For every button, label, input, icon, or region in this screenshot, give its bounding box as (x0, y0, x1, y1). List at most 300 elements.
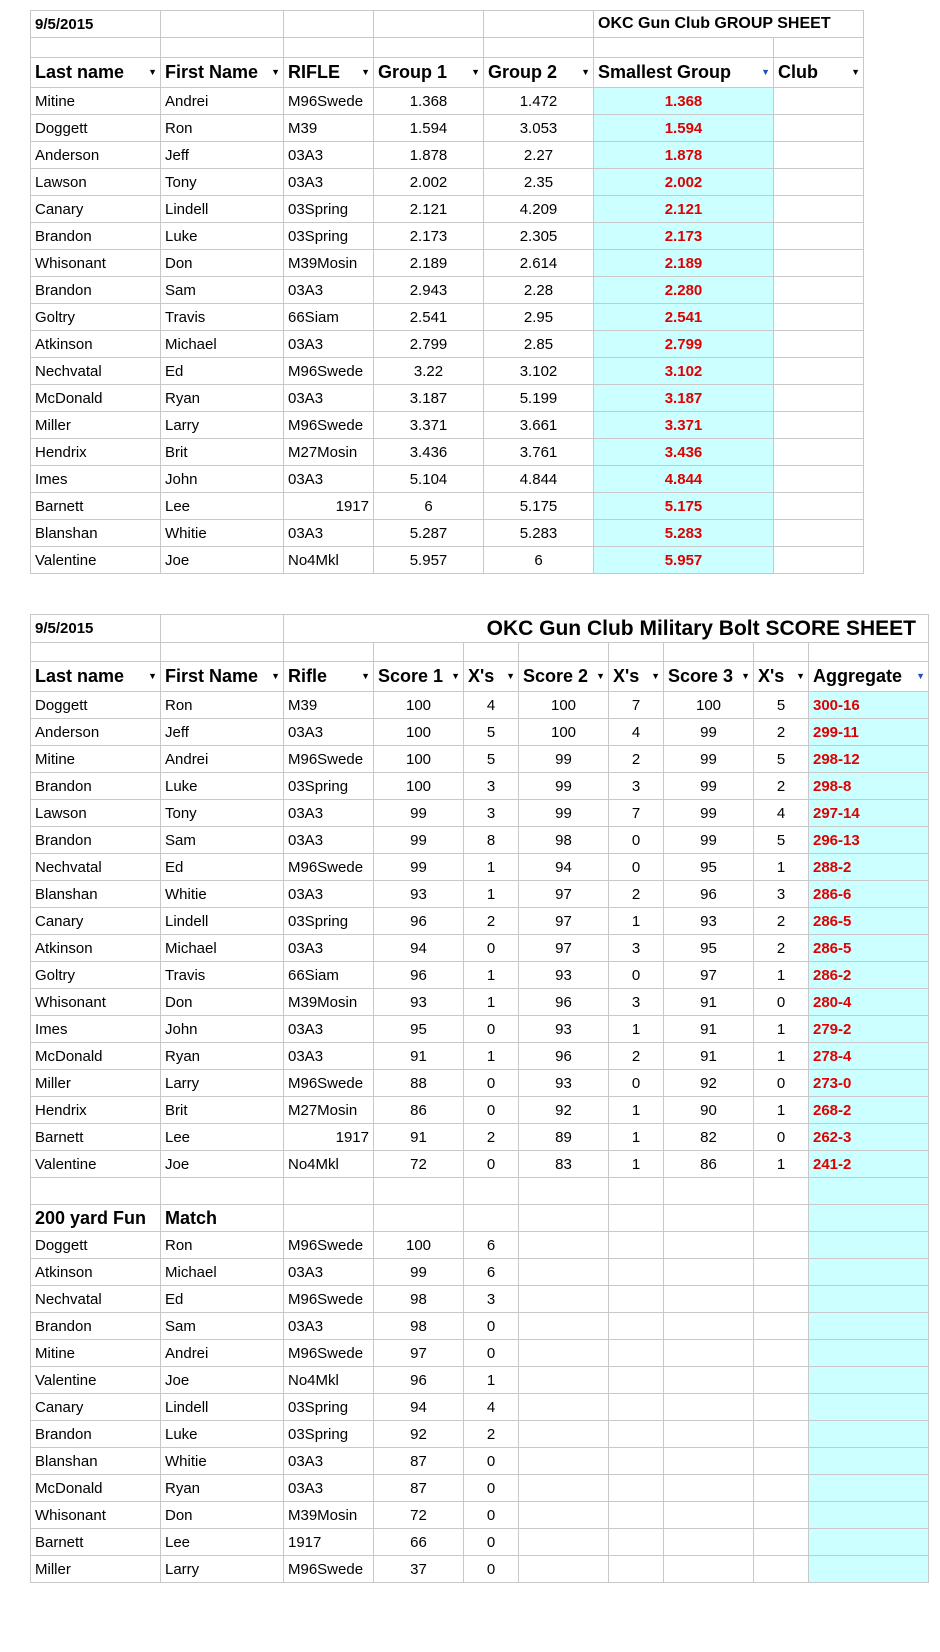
last-name-cell[interactable]: Canary (31, 908, 161, 935)
empty-cell[interactable] (609, 1475, 664, 1502)
last-name-cell[interactable]: Miller (31, 1070, 161, 1097)
xs-1-cell[interactable]: 0 (464, 1151, 519, 1178)
group-1-cell[interactable]: 3.436 (374, 439, 484, 466)
xs-1-cell[interactable]: 2 (464, 1124, 519, 1151)
empty-cell[interactable] (161, 643, 284, 662)
first-name-cell[interactable]: Lindell (161, 908, 284, 935)
xs-3-cell[interactable]: 3 (754, 881, 809, 908)
empty-cell[interactable] (754, 1313, 809, 1340)
filter-dropdown-icon[interactable]: ▼ (148, 67, 157, 77)
first-name-cell[interactable]: Larry (161, 1556, 284, 1583)
smallest-group-cell[interactable]: 2.121 (594, 196, 774, 223)
group-2-cell[interactable]: 2.85 (484, 331, 594, 358)
rifle-cell[interactable]: 03A3 (284, 385, 374, 412)
empty-cell[interactable] (374, 643, 464, 662)
last-name-cell[interactable]: McDonald (31, 385, 161, 412)
rifle-cell[interactable]: 03Spring (284, 223, 374, 250)
empty-cell[interactable] (754, 1475, 809, 1502)
xs-3-cell[interactable]: 1 (754, 1043, 809, 1070)
last-name-cell[interactable]: Goltry (31, 962, 161, 989)
group-1-cell[interactable]: 2.002 (374, 169, 484, 196)
xs-1-cell[interactable]: 1 (464, 854, 519, 881)
xs-2-cell[interactable]: 3 (609, 773, 664, 800)
empty-cell[interactable] (754, 1421, 809, 1448)
empty-cell[interactable] (664, 1475, 754, 1502)
score-1-cell[interactable]: 88 (374, 1070, 464, 1097)
empty-cell[interactable] (519, 1367, 609, 1394)
score-3-cell[interactable]: 97 (664, 962, 754, 989)
empty-cell[interactable] (609, 1394, 664, 1421)
xs-2-cell[interactable]: 0 (609, 827, 664, 854)
filter-dropdown-icon[interactable]: ▼ (741, 671, 750, 681)
empty-cell[interactable] (809, 1178, 929, 1205)
rifle-cell[interactable]: 66Siam (284, 304, 374, 331)
rifle-cell[interactable]: M39Mosin (284, 1502, 374, 1529)
xs-2-cell[interactable]: 1 (609, 1151, 664, 1178)
filter-dropdown-icon[interactable]: ▼ (506, 671, 515, 681)
group-2-cell[interactable]: 3.102 (484, 358, 594, 385)
rifle-cell[interactable]: 03A3 (284, 881, 374, 908)
last-name-cell[interactable]: Brandon (31, 827, 161, 854)
score-2-cell[interactable]: 100 (519, 719, 609, 746)
filter-dropdown-icon[interactable]: ▼ (361, 67, 370, 77)
first-name-cell[interactable]: Ryan (161, 385, 284, 412)
first-name-cell[interactable]: Joe (161, 547, 284, 574)
smallest-group-cell[interactable]: 3.436 (594, 439, 774, 466)
rifle-cell[interactable]: M96Swede (284, 1286, 374, 1313)
header-last-name[interactable] (31, 58, 161, 88)
score-cell[interactable]: 94 (374, 1394, 464, 1421)
xs-cell[interactable]: 0 (464, 1502, 519, 1529)
empty-cell[interactable] (754, 1556, 809, 1583)
score-3-cell[interactable]: 99 (664, 827, 754, 854)
xs-cell[interactable]: 0 (464, 1313, 519, 1340)
xs-1-cell[interactable]: 1 (464, 881, 519, 908)
score-3-cell[interactable]: 95 (664, 935, 754, 962)
xs-2-cell[interactable]: 1 (609, 1016, 664, 1043)
score-2-cell[interactable]: 94 (519, 854, 609, 881)
group-1-cell[interactable]: 3.22 (374, 358, 484, 385)
empty-cell[interactable] (519, 1448, 609, 1475)
smallest-group-cell[interactable]: 4.844 (594, 466, 774, 493)
xs-cell[interactable]: 0 (464, 1529, 519, 1556)
rifle-cell[interactable]: 03A3 (284, 466, 374, 493)
empty-cell[interactable] (484, 11, 594, 38)
club-cell[interactable] (774, 493, 864, 520)
score-1-cell[interactable]: 99 (374, 827, 464, 854)
aggregate-cell[interactable]: 298-8 (809, 773, 929, 800)
group-2-cell[interactable]: 5.283 (484, 520, 594, 547)
header-group-1[interactable] (374, 58, 484, 88)
group-1-cell[interactable]: 1.594 (374, 115, 484, 142)
score-cell[interactable]: 37 (374, 1556, 464, 1583)
xs-2-cell[interactable]: 7 (609, 692, 664, 719)
header-xs-3[interactable] (754, 662, 809, 692)
xs-3-cell[interactable]: 5 (754, 692, 809, 719)
first-name-cell[interactable]: Andrei (161, 1340, 284, 1367)
score-2-cell[interactable]: 89 (519, 1124, 609, 1151)
xs-2-cell[interactable]: 1 (609, 1097, 664, 1124)
empty-cell[interactable] (374, 1178, 464, 1205)
rifle-cell[interactable]: 03Spring (284, 1394, 374, 1421)
rifle-cell[interactable]: M96Swede (284, 1070, 374, 1097)
aggregate-cell[interactable]: 298-12 (809, 746, 929, 773)
group-1-cell[interactable]: 3.371 (374, 412, 484, 439)
empty-cell[interactable] (809, 1232, 929, 1259)
rifle-cell[interactable]: 03A3 (284, 719, 374, 746)
last-name-cell[interactable]: Mitine (31, 1340, 161, 1367)
score-cell[interactable]: 87 (374, 1448, 464, 1475)
first-name-cell[interactable]: Brit (161, 439, 284, 466)
filter-dropdown-icon[interactable]: ▼ (271, 671, 280, 681)
empty-cell[interactable] (809, 1448, 929, 1475)
score-3-cell[interactable]: 90 (664, 1097, 754, 1124)
last-name-cell[interactable]: Lawson (31, 800, 161, 827)
smallest-group-cell[interactable]: 5.175 (594, 493, 774, 520)
xs-3-cell[interactable]: 1 (754, 1016, 809, 1043)
last-name-cell[interactable]: Hendrix (31, 439, 161, 466)
empty-cell[interactable] (809, 1367, 929, 1394)
rifle-cell[interactable]: 03Spring (284, 1421, 374, 1448)
header-rifle[interactable] (284, 58, 374, 88)
group-2-cell[interactable]: 4.209 (484, 196, 594, 223)
first-name-cell[interactable]: Lindell (161, 196, 284, 223)
last-name-cell[interactable]: Whisonant (31, 250, 161, 277)
last-name-cell[interactable]: Atkinson (31, 935, 161, 962)
aggregate-cell[interactable]: 300-16 (809, 692, 929, 719)
first-name-cell[interactable]: Whitie (161, 1448, 284, 1475)
smallest-group-cell[interactable]: 1.878 (594, 142, 774, 169)
last-name-cell[interactable]: Brandon (31, 1421, 161, 1448)
empty-cell[interactable] (519, 1556, 609, 1583)
club-cell[interactable] (774, 331, 864, 358)
xs-3-cell[interactable]: 0 (754, 1124, 809, 1151)
score-3-cell[interactable]: 91 (664, 989, 754, 1016)
club-cell[interactable] (774, 412, 864, 439)
rifle-cell[interactable]: 03A3 (284, 142, 374, 169)
aggregate-cell[interactable]: 296-13 (809, 827, 929, 854)
score-1-cell[interactable]: 72 (374, 1151, 464, 1178)
aggregate-cell[interactable]: 286-6 (809, 881, 929, 908)
empty-cell[interactable] (774, 38, 864, 58)
club-cell[interactable] (774, 385, 864, 412)
smallest-group-cell[interactable]: 5.283 (594, 520, 774, 547)
xs-cell[interactable]: 6 (464, 1259, 519, 1286)
rifle-cell[interactable]: M39 (284, 692, 374, 719)
group-1-cell[interactable]: 5.104 (374, 466, 484, 493)
xs-cell[interactable]: 3 (464, 1286, 519, 1313)
rifle-cell[interactable]: 03A3 (284, 331, 374, 358)
xs-1-cell[interactable]: 0 (464, 1070, 519, 1097)
xs-cell[interactable]: 6 (464, 1232, 519, 1259)
xs-3-cell[interactable]: 1 (754, 1097, 809, 1124)
club-cell[interactable] (774, 169, 864, 196)
score-1-cell[interactable]: 99 (374, 800, 464, 827)
last-name-cell[interactable]: Valentine (31, 547, 161, 574)
rifle-cell[interactable]: M96Swede (284, 1232, 374, 1259)
rifle-cell[interactable]: 03A3 (284, 1259, 374, 1286)
last-name-cell[interactable]: Brandon (31, 773, 161, 800)
aggregate-cell[interactable]: 297-14 (809, 800, 929, 827)
first-name-cell[interactable]: Travis (161, 962, 284, 989)
group-2-cell[interactable]: 3.053 (484, 115, 594, 142)
rifle-cell[interactable]: 03A3 (284, 520, 374, 547)
score-3-cell[interactable]: 95 (664, 854, 754, 881)
score-2-cell[interactable]: 100 (519, 692, 609, 719)
rifle-cell[interactable]: M96Swede (284, 1556, 374, 1583)
filter-dropdown-icon[interactable]: ▼ (581, 67, 590, 77)
club-cell[interactable] (774, 520, 864, 547)
empty-cell[interactable] (609, 1259, 664, 1286)
first-name-cell[interactable]: Michael (161, 1259, 284, 1286)
first-name-cell[interactable]: Ryan (161, 1043, 284, 1070)
aggregate-cell[interactable]: 262-3 (809, 1124, 929, 1151)
empty-cell[interactable] (519, 1313, 609, 1340)
empty-cell[interactable] (664, 1394, 754, 1421)
filter-dropdown-icon[interactable]: ▼ (471, 67, 480, 77)
score-3-cell[interactable]: 91 (664, 1043, 754, 1070)
score-1-cell[interactable]: 96 (374, 962, 464, 989)
xs-2-cell[interactable]: 7 (609, 800, 664, 827)
aggregate-cell[interactable]: 286-2 (809, 962, 929, 989)
last-name-cell[interactable]: Hendrix (31, 1097, 161, 1124)
smallest-group-cell[interactable]: 2.189 (594, 250, 774, 277)
last-name-cell[interactable]: Brandon (31, 1313, 161, 1340)
first-name-cell[interactable]: Lee (161, 493, 284, 520)
score-3-cell[interactable]: 91 (664, 1016, 754, 1043)
empty-cell[interactable] (664, 1367, 754, 1394)
xs-2-cell[interactable]: 3 (609, 989, 664, 1016)
empty-cell[interactable] (609, 1286, 664, 1313)
empty-cell[interactable] (754, 1448, 809, 1475)
empty-cell[interactable] (374, 11, 484, 38)
score-1-cell[interactable]: 100 (374, 746, 464, 773)
first-name-cell[interactable]: Ron (161, 692, 284, 719)
group-1-cell[interactable]: 1.878 (374, 142, 484, 169)
group-2-cell[interactable]: 5.175 (484, 493, 594, 520)
empty-cell[interactable] (754, 1205, 809, 1232)
fun-match-title[interactable]: 200 yard Fun (31, 1205, 161, 1232)
club-cell[interactable] (774, 439, 864, 466)
score-3-cell[interactable]: 96 (664, 881, 754, 908)
empty-cell[interactable] (664, 1448, 754, 1475)
empty-cell[interactable] (809, 1475, 929, 1502)
aggregate-cell[interactable]: 299-11 (809, 719, 929, 746)
xs-1-cell[interactable]: 0 (464, 935, 519, 962)
last-name-cell[interactable]: Whisonant (31, 989, 161, 1016)
group-2-cell[interactable]: 3.661 (484, 412, 594, 439)
empty-cell[interactable] (664, 1205, 754, 1232)
club-cell[interactable] (774, 196, 864, 223)
empty-cell[interactable] (161, 1178, 284, 1205)
group-2-cell[interactable]: 3.761 (484, 439, 594, 466)
first-name-cell[interactable]: Travis (161, 304, 284, 331)
last-name-cell[interactable]: Brandon (31, 223, 161, 250)
empty-cell[interactable] (664, 1286, 754, 1313)
rifle-cell[interactable]: 03A3 (284, 1043, 374, 1070)
rifle-cell[interactable]: 03A3 (284, 1016, 374, 1043)
last-name-cell[interactable]: Nechvatal (31, 854, 161, 881)
last-name-cell[interactable]: Blanshan (31, 881, 161, 908)
filter-dropdown-icon[interactable]: ▼ (796, 671, 805, 681)
score-3-cell[interactable]: 82 (664, 1124, 754, 1151)
xs-2-cell[interactable]: 0 (609, 1070, 664, 1097)
xs-cell[interactable]: 0 (464, 1475, 519, 1502)
first-name-cell[interactable]: John (161, 466, 284, 493)
empty-cell[interactable] (809, 1529, 929, 1556)
score-2-cell[interactable]: 99 (519, 800, 609, 827)
rifle-cell[interactable]: 03A3 (284, 1313, 374, 1340)
club-cell[interactable] (774, 142, 864, 169)
empty-cell[interactable] (754, 1286, 809, 1313)
xs-3-cell[interactable]: 1 (754, 962, 809, 989)
empty-cell[interactable] (664, 1178, 754, 1205)
first-name-cell[interactable]: Luke (161, 1421, 284, 1448)
group-1-cell[interactable]: 5.957 (374, 547, 484, 574)
last-name-cell[interactable]: Barnett (31, 1529, 161, 1556)
last-name-cell[interactable]: Canary (31, 196, 161, 223)
first-name-cell[interactable]: Sam (161, 1313, 284, 1340)
sort-dropdown-icon[interactable]: ▼ (916, 671, 925, 681)
score-1-cell[interactable]: 95 (374, 1016, 464, 1043)
last-name-cell[interactable]: Mitine (31, 746, 161, 773)
empty-cell[interactable] (754, 1178, 809, 1205)
rifle-cell[interactable]: 1917 (284, 493, 374, 520)
rifle-cell[interactable]: 03A3 (284, 277, 374, 304)
xs-2-cell[interactable]: 0 (609, 854, 664, 881)
rifle-cell[interactable]: M96Swede (284, 88, 374, 115)
first-name-cell[interactable]: Luke (161, 773, 284, 800)
rifle-cell[interactable]: No4Mkl (284, 547, 374, 574)
score-2-cell[interactable]: 97 (519, 935, 609, 962)
rifle-cell[interactable]: No4Mkl (284, 1151, 374, 1178)
filter-dropdown-icon[interactable]: ▼ (451, 671, 460, 681)
empty-cell[interactable] (609, 1205, 664, 1232)
last-name-cell[interactable]: Nechvatal (31, 358, 161, 385)
rifle-cell[interactable]: 03A3 (284, 800, 374, 827)
empty-cell[interactable] (519, 643, 609, 662)
first-name-cell[interactable]: Jeff (161, 719, 284, 746)
xs-3-cell[interactable]: 0 (754, 1070, 809, 1097)
xs-2-cell[interactable]: 1 (609, 908, 664, 935)
group-1-cell[interactable]: 2.173 (374, 223, 484, 250)
xs-1-cell[interactable]: 0 (464, 1016, 519, 1043)
first-name-cell[interactable]: Lee (161, 1124, 284, 1151)
xs-2-cell[interactable]: 2 (609, 881, 664, 908)
score-3-cell[interactable]: 99 (664, 719, 754, 746)
first-name-cell[interactable]: Sam (161, 277, 284, 304)
first-name-cell[interactable]: Larry (161, 412, 284, 439)
aggregate-cell[interactable]: 241-2 (809, 1151, 929, 1178)
header-club[interactable] (774, 58, 864, 88)
score-3-cell[interactable]: 99 (664, 800, 754, 827)
first-name-cell[interactable]: Don (161, 1502, 284, 1529)
empty-cell[interactable] (664, 1556, 754, 1583)
xs-cell[interactable]: 0 (464, 1556, 519, 1583)
group-1-cell[interactable]: 2.799 (374, 331, 484, 358)
fun-match-title-continued[interactable]: Match (161, 1205, 284, 1232)
xs-2-cell[interactable]: 3 (609, 935, 664, 962)
first-name-cell[interactable]: Lindell (161, 1394, 284, 1421)
score-1-cell[interactable]: 91 (374, 1043, 464, 1070)
empty-cell[interactable] (754, 1529, 809, 1556)
empty-cell[interactable] (519, 1394, 609, 1421)
score-1-cell[interactable]: 93 (374, 881, 464, 908)
filter-dropdown-icon[interactable]: ▼ (596, 671, 605, 681)
group-1-cell[interactable]: 2.189 (374, 250, 484, 277)
rifle-cell[interactable]: M96Swede (284, 1340, 374, 1367)
xs-3-cell[interactable]: 2 (754, 908, 809, 935)
empty-cell[interactable] (31, 643, 161, 662)
first-name-cell[interactable]: Don (161, 989, 284, 1016)
group-2-cell[interactable]: 2.95 (484, 304, 594, 331)
header-xs-2[interactable] (609, 662, 664, 692)
rifle-cell[interactable]: M96Swede (284, 746, 374, 773)
first-name-cell[interactable]: Tony (161, 800, 284, 827)
last-name-cell[interactable]: McDonald (31, 1043, 161, 1070)
aggregate-cell[interactable]: 279-2 (809, 1016, 929, 1043)
last-name-cell[interactable]: Doggett (31, 115, 161, 142)
empty-cell[interactable] (284, 1178, 374, 1205)
first-name-cell[interactable]: Ed (161, 1286, 284, 1313)
group-2-cell[interactable]: 2.35 (484, 169, 594, 196)
aggregate-cell[interactable]: 280-4 (809, 989, 929, 1016)
club-cell[interactable] (774, 250, 864, 277)
xs-1-cell[interactable]: 4 (464, 692, 519, 719)
smallest-group-cell[interactable]: 2.002 (594, 169, 774, 196)
first-name-cell[interactable]: Ron (161, 115, 284, 142)
xs-3-cell[interactable]: 1 (754, 854, 809, 881)
empty-cell[interactable] (754, 1367, 809, 1394)
first-name-cell[interactable]: John (161, 1016, 284, 1043)
first-name-cell[interactable]: Tony (161, 169, 284, 196)
first-name-cell[interactable]: Don (161, 250, 284, 277)
score-2-cell[interactable]: 97 (519, 908, 609, 935)
score-3-cell[interactable]: 86 (664, 1151, 754, 1178)
club-cell[interactable] (774, 115, 864, 142)
score-cell[interactable]: 72 (374, 1502, 464, 1529)
first-name-cell[interactable]: Ed (161, 358, 284, 385)
xs-2-cell[interactable]: 2 (609, 746, 664, 773)
aggregate-cell[interactable]: 286-5 (809, 908, 929, 935)
score-2-cell[interactable]: 99 (519, 746, 609, 773)
aggregate-cell[interactable]: 273-0 (809, 1070, 929, 1097)
empty-cell[interactable] (609, 1502, 664, 1529)
first-name-cell[interactable]: Andrei (161, 746, 284, 773)
last-name-cell[interactable]: Barnett (31, 1124, 161, 1151)
score-2-cell[interactable]: 93 (519, 962, 609, 989)
last-name-cell[interactable]: Valentine (31, 1367, 161, 1394)
empty-cell[interactable] (519, 1502, 609, 1529)
empty-cell[interactable] (519, 1205, 609, 1232)
rifle-cell[interactable]: 03A3 (284, 1475, 374, 1502)
group-date[interactable]: 9/5/2015 (31, 11, 161, 38)
score-3-cell[interactable]: 100 (664, 692, 754, 719)
score-sheet-title[interactable]: OKC Gun Club Military Bolt SCORE SHEET (284, 615, 929, 643)
first-name-cell[interactable]: Luke (161, 223, 284, 250)
empty-cell[interactable] (664, 1340, 754, 1367)
header-rifle[interactable] (284, 662, 374, 692)
score-cell[interactable]: 87 (374, 1475, 464, 1502)
filter-dropdown-icon[interactable]: ▼ (361, 671, 370, 681)
empty-cell[interactable] (809, 1205, 929, 1232)
first-name-cell[interactable]: Michael (161, 935, 284, 962)
empty-cell[interactable] (809, 1394, 929, 1421)
rifle-cell[interactable]: M96Swede (284, 358, 374, 385)
empty-cell[interactable] (609, 1421, 664, 1448)
group-2-cell[interactable]: 5.199 (484, 385, 594, 412)
empty-cell[interactable] (609, 643, 664, 662)
